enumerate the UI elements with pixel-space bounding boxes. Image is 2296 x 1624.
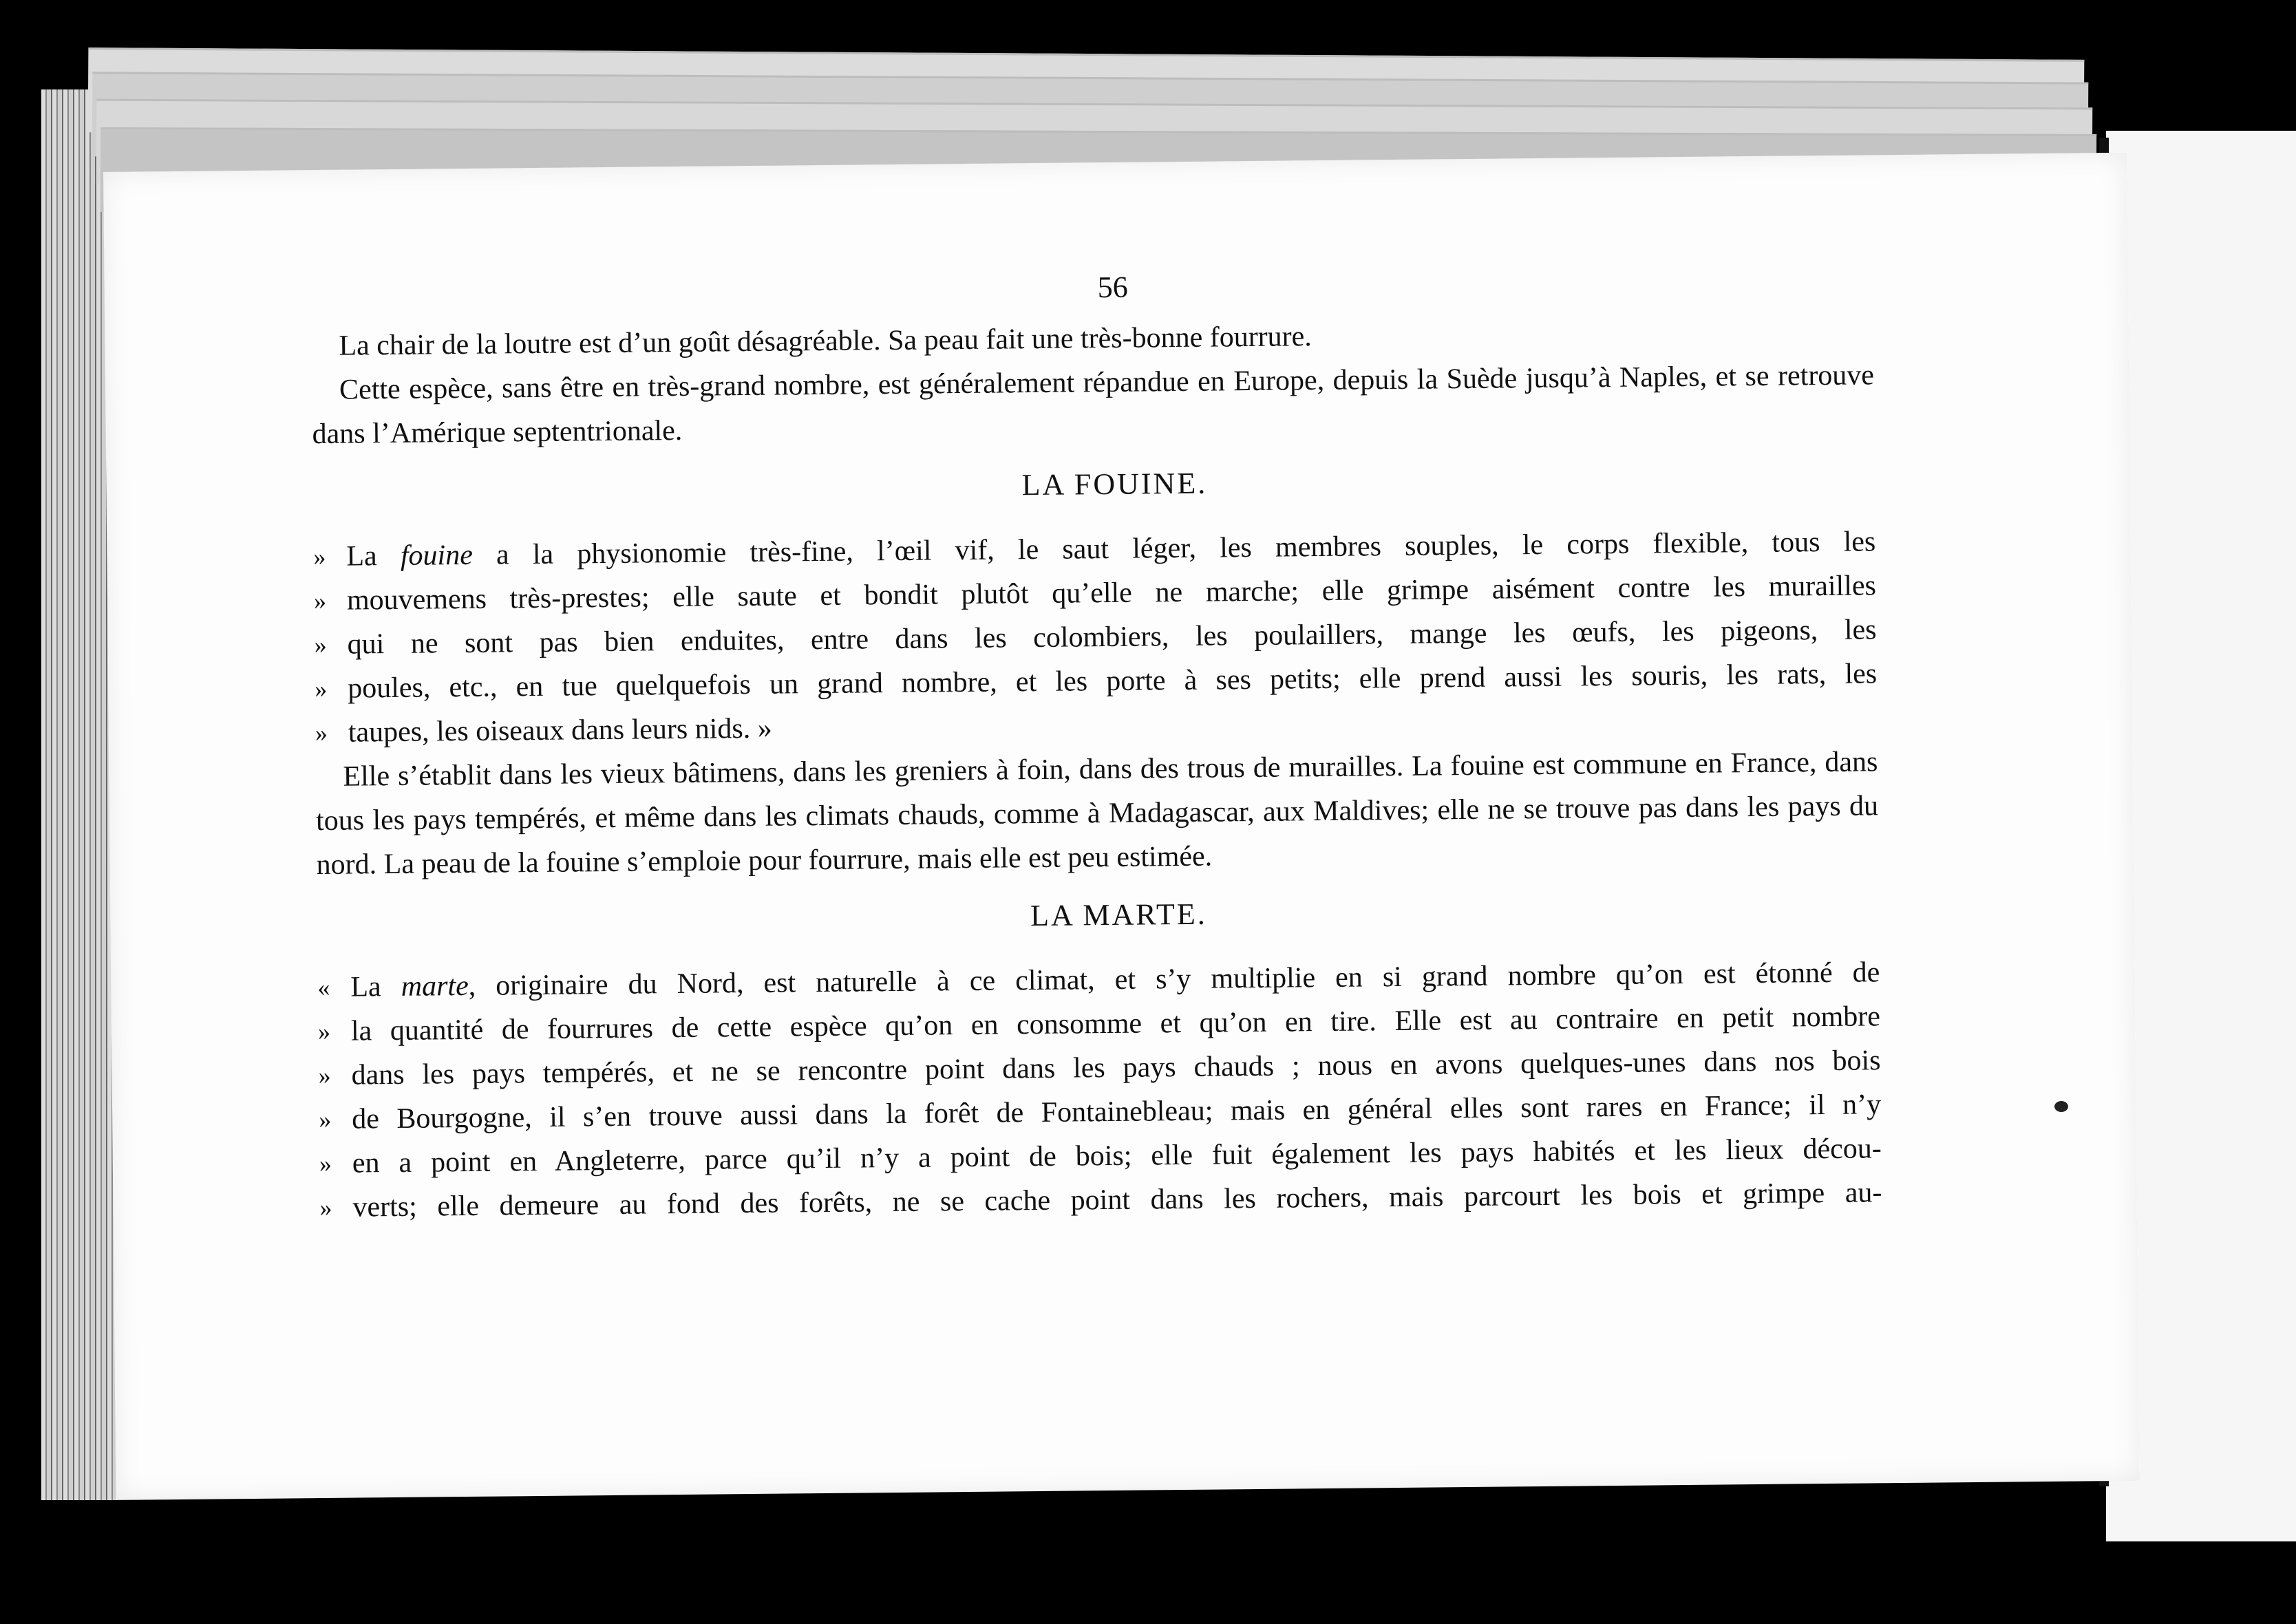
page-content xyxy=(310,258,1882,1230)
quote-mark: » xyxy=(313,586,327,615)
marte-quote xyxy=(317,950,1882,1230)
intro-line: La chair de la loutre est d’un goût désagréable. Sa peau fait une très-bonne fourrure. xyxy=(339,321,1312,362)
quote-text: la quantité de fourrures de cette espèce qu’on en consomme et qu’on en tire. Elle est au contraire en petit nombre xyxy=(350,1001,1881,1047)
quote-text: taupes, les oiseaux dans leurs nids. » xyxy=(348,712,772,749)
quote-mark: » xyxy=(319,1193,332,1222)
quote-mark: » xyxy=(318,1061,331,1090)
quote-mark: » xyxy=(315,674,328,703)
quote-text: dans les pays tempérés, et ne se rencontre point dans les pays chauds ; nous en avons quelques-unes dans nos bois xyxy=(351,1045,1881,1091)
quote-text: poules, etc., en tue quelquefois un grand nombre, et les porte à ses petits; elle prend aussi les souris, les rats, les xyxy=(348,658,1878,705)
ink-blot xyxy=(2054,1101,2068,1112)
quote-text-pre: La xyxy=(346,539,401,573)
section-heading-fouine: LA FOUINE. xyxy=(1021,466,1208,502)
quote-text: mouvemens très-prestes; elle saute et bondit plutôt qu’elle ne marche; elle grimpe aisément contre les murailles xyxy=(346,570,1877,617)
quote-text: de Bourgogne, il s’en trouve aussi dans la forêt de Fontainebleau; mais en général elles sont rares en France; il n’y xyxy=(352,1089,1882,1135)
quote-text: verts; elle demeure au fond des forêts, ne se cache point dans les rochers, mais parcourt les bois et grimpe au- xyxy=(352,1177,1882,1224)
intro-paragraph: Cette espèce, sans être en très-grand nombre, est généralement répandue en Europe, depuis la Suède jusqu’à Naples, et se retrouve dans l’Amérique septentrionale. xyxy=(312,359,1875,451)
quote-text: qui ne sont pas bien enduites, entre dans les colombiers, les poulaillers, mange les œufs, les pigeons, les xyxy=(347,614,1877,661)
quote-text-italic: marte xyxy=(401,970,469,1003)
quote-mark: » xyxy=(313,542,326,571)
quote-mark: » xyxy=(315,718,328,747)
book-page xyxy=(103,153,2139,1500)
quote-mark: « xyxy=(317,973,330,1002)
quote-mark: » xyxy=(317,1017,331,1046)
fouine-paragraph: Elle s’établit dans les vieux bâtimens, dans les greniers à foin, dans des trous de murailles. La fouine est commune en France, dans tous les pays tempérés, et même dans les climats chauds, comme à Madagascar, aux Maldives; elle ne se trouve pas dans les pays du nord. La peau de la fouine s’emploie pour fourrure, mais elle est peu estimée. xyxy=(315,746,1879,882)
quote-text-post: a la physionomie très-fine, l’œil vif, le saut léger, les membres souples, le corps flexible, tous les xyxy=(472,526,1876,571)
quote-mark: » xyxy=(314,630,327,659)
fouine-quote xyxy=(313,520,1878,755)
quote-text-post: , originaire du Nord, est naturelle à ce climat, et s’y multiplie en si grand nombre qu’on est étonné de xyxy=(468,957,1880,1002)
quote-text: en a point en Angleterre, parce qu’il n’y a point de bois; elle fuit également les pays habités et les lieux décou- xyxy=(352,1133,1882,1179)
section-heading-marte: LA MARTE. xyxy=(1030,897,1207,933)
quote-text-italic: fouine xyxy=(400,539,474,572)
quote-mark: » xyxy=(319,1105,332,1134)
page-number: 56 xyxy=(1097,270,1128,305)
quote-text-pre: La xyxy=(350,970,401,1003)
quote-mark: » xyxy=(319,1149,332,1178)
